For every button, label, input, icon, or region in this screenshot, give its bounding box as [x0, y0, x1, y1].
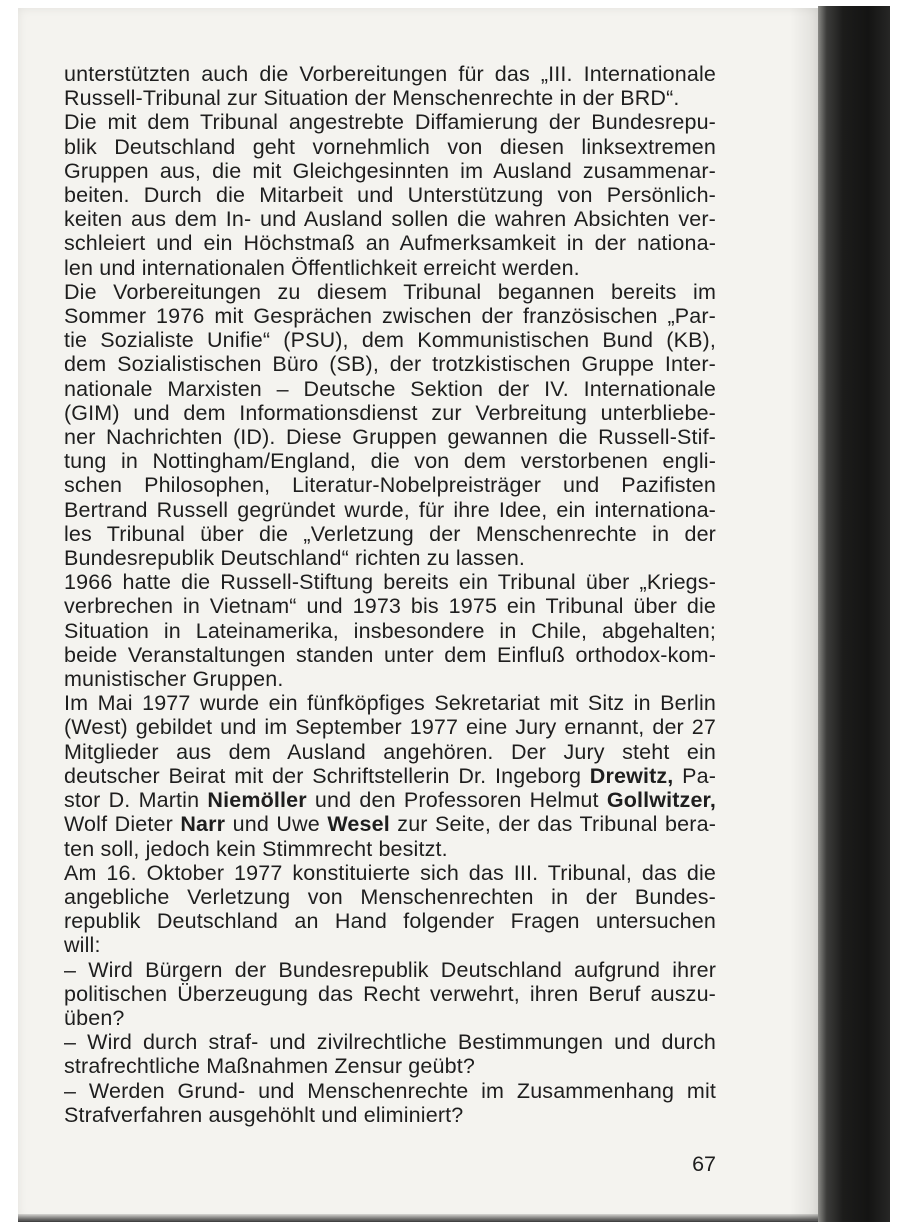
- text-line: dem Sozialistischen Büro (SB), der trotzkistischen Gruppe Inter-: [64, 352, 716, 377]
- body-text: [64, 62, 716, 1127]
- text-segment: und den Professoren Helmut: [306, 788, 607, 813]
- name-niemoeller: Niemöller: [207, 788, 307, 813]
- text-line: (GIM) und dem Informationsdienst zur Verbreitung unterbliebe-: [64, 400, 716, 425]
- text-line: les Tribunal über die „Verletzung der Menschenrechte in der: [64, 521, 716, 546]
- text-line: keiten aus dem In- und Ausland sollen die wahren Absichten ver-: [64, 207, 716, 232]
- text-line: republik Deutschland an Hand folgender Fragen untersuchen: [64, 909, 716, 934]
- text-line: strafrechtliche Maßnahmen Zensur geübt?: [64, 1054, 475, 1079]
- text-line: tie Sozialiste Unifie“ (PSU), dem Kommunistischen Bund (KB),: [64, 328, 716, 353]
- page-bottom-edge: [18, 1214, 818, 1222]
- text-line: Bundesrepublik Deutschland“ richten zu lassen.: [64, 546, 526, 571]
- text-line: Die Vorbereitungen zu diesem Tribunal begannen bereits im: [64, 279, 716, 304]
- text-segment: zur Seite, der das Tribunal bera-: [389, 812, 716, 837]
- text-segment: deutscher Beirat mit der Schriftstellerin Dr. Ingeborg: [64, 763, 590, 788]
- text-line: [64, 788, 716, 812]
- text-line: Mitglieder aus dem Ausland angehören. Der Jury steht ein: [64, 739, 716, 764]
- text-line: üben?: [64, 1005, 125, 1030]
- scan-margin: [890, 0, 900, 1230]
- text-line: tung in Nottingham/England, die von dem verstorbenen engli-: [64, 449, 716, 474]
- text-line: Bertrand Russell gegründet wurde, für ihre Idee, ein internationa-: [64, 497, 716, 522]
- text-line: Sommer 1976 mit Gesprächen zwischen der französischen „Par-: [64, 304, 716, 329]
- text-line: will:: [64, 933, 101, 958]
- text-line: nationale Marxisten – Deutsche Sektion der IV. Internationale: [64, 376, 716, 401]
- text-line: Die mit dem Tribunal angestrebte Diffamierung der Bundesrepu-: [64, 110, 716, 135]
- text-segment: Pa-: [673, 763, 717, 788]
- text-segment: Wolf Dieter: [64, 812, 181, 837]
- text-line: [64, 764, 716, 788]
- text-line: Im Mai 1977 wurde ein fünfköpfiges Sekretariat mit Sitz in Berlin: [64, 691, 716, 716]
- name-wesel: Wesel: [327, 812, 390, 837]
- book-spine: [818, 6, 890, 1222]
- text-line: munistischer Gruppen.: [64, 667, 284, 692]
- text-segment: stor D. Martin: [64, 788, 208, 813]
- name-drewitz: Drewitz,: [589, 763, 674, 788]
- text-line: Gruppen aus, die mit Gleichgesinnten im Ausland zusammenar-: [64, 158, 716, 183]
- text-line: ner Nachrichten (ID). Diese Gruppen gewannen die Russell-Stif-: [64, 425, 716, 450]
- text-line: – Wird Bürgern der Bundesrepublik Deutschland aufgrund ihrer: [64, 957, 716, 982]
- text-line: Situation in Lateinamerika, insbesondere in Chile, abgehalten;: [64, 618, 716, 643]
- text-line: blik Deutschland geht vornehmlich von diesen linksextremen: [64, 134, 716, 159]
- text-line: beide Veranstaltungen standen unter dem Einfluß orthodox-kom-: [64, 642, 716, 667]
- text-line: Russell-Tribunal zur Situation der Menschenrechte in der BRD“.: [64, 86, 680, 111]
- text-line: schen Philosophen, Literatur-Nobelpreisträger und Pazifisten: [64, 473, 716, 498]
- text-line: 1966 hatte die Russell-Stiftung bereits ein Tribunal über „Kriegs-: [64, 570, 716, 595]
- page-number: 67: [692, 1152, 716, 1176]
- text-line: Strafverfahren ausgehöhlt und eliminiert?: [64, 1102, 464, 1127]
- text-line: verbrechen in Vietnam“ und 1973 bis 1975 ein Tribunal über die: [64, 594, 716, 619]
- text-line: len und internationalen Öffentlichkeit erreicht werden.: [64, 255, 580, 280]
- text-line: Am 16. Oktober 1977 konstituierte sich das III. Tribunal, das die: [64, 860, 716, 885]
- text-line: beiten. Durch die Mitarbeit und Unterstützung von Persönlich-: [64, 183, 716, 208]
- text-line: (West) gebildet und im September 1977 eine Jury ernannt, der 27: [64, 715, 716, 740]
- name-narr: Narr: [180, 812, 226, 837]
- name-gollwitzer: Gollwitzer,: [606, 788, 716, 813]
- text-line: – Werden Grund- und Menschenrechte im Zusammenhang mit: [64, 1078, 716, 1103]
- text-line: ten soll, jedoch kein Stimmrecht besitzt.: [64, 836, 448, 861]
- text-line: politischen Überzeugung das Recht verwehrt, ihren Beruf auszu-: [64, 981, 716, 1006]
- text-line: angebliche Verletzung von Menschenrechten in der Bundes-: [64, 884, 716, 909]
- text-line: schleiert und ein Höchstmaß an Aufmerksamkeit in der nationa-: [64, 231, 716, 256]
- text-line: unterstützten auch die Vorbereitungen für das „III. Internationale: [64, 62, 716, 86]
- text-segment: und Uwe: [225, 812, 328, 837]
- text-line: – Wird durch straf- und zivilrechtliche Bestimmungen und durch: [64, 1030, 716, 1055]
- text-line: [64, 812, 716, 836]
